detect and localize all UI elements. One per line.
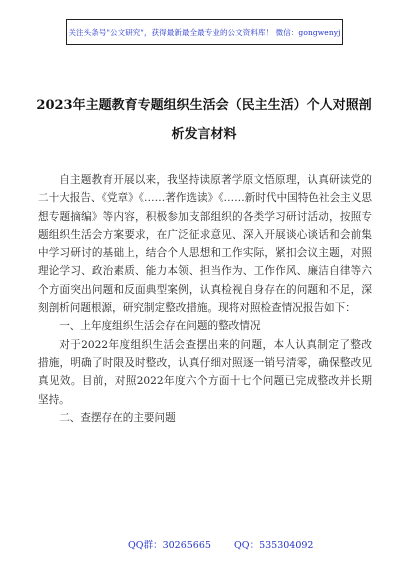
section-heading-1: 一、上年度组织生活会存在问题的整改情况 (59, 320, 261, 333)
footer-qq-group: QQ群：30265665 (128, 540, 211, 551)
document-body (38, 171, 372, 427)
document-title-line-2: 析发言材料 (171, 127, 237, 142)
document-title-line-1: 2023年主题教育专题组织生活会（民主生活）个人对照剖 (36, 98, 372, 113)
paragraph-intro: 自主题教育开展以来，我坚持读原著学原文悟原理，认真研读党的二十大报告、《党章》《……著作选读》《……新时代中国特色社会主义思想专题摘编》等内容，积极参加支部组织的各类学习研讨活动，按照专题组织生活会方案要求，在广泛征求意见、深入开展谈心谈话和会前集中学习研讨的基础上，结合个人思想和工作实际，紧扣会议主题，对照理论学习、政治素质、能力本领、担当作为、工作作风、廉洁自律等六个方面突出问题和反面典型案例，认真检视自身存在的问题和不足，深刻剖析问题根源，研究制定整改措施。现将对照检查情况报告如下： (38, 174, 372, 315)
header-banner (66, 19, 343, 45)
section-heading-2: 二、查摆存在的主要问题 (59, 411, 176, 424)
paragraph-rectification: 对于2022年度组织生活会查摆出来的问题，本人认真制定了整改措施，明确了时限及时整改，认真仔细对照逐一销号清零，确保整改见真见效。目前，对照2022年度六个方面十七个问题已完成整改并长期坚持。 (38, 338, 372, 406)
header-banner-text: 关注头条号"公文研究"，获得最新最全最专业的公文资料库！ 微信：gongwenyj (68, 27, 341, 37)
footer-qq-contact: QQ：535304092 (234, 540, 314, 551)
page-footer (0, 537, 408, 551)
